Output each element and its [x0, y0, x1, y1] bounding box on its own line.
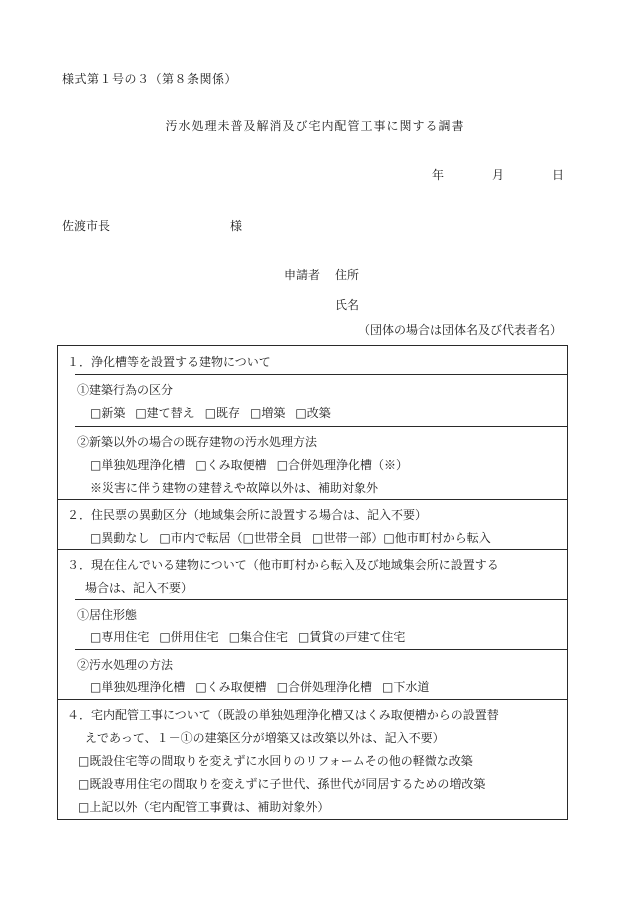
- checkbox-existing[interactable]: □既存: [204, 406, 241, 420]
- checkbox-mixed-use-house[interactable]: □併用住宅: [159, 630, 219, 644]
- residence-type-options: [90, 628, 405, 645]
- divider: [58, 699, 567, 700]
- section-1-note: ※災害に伴う建物の建替えや故障以外は、補助対象外: [90, 481, 379, 495]
- applicant-address-label: 住所: [335, 268, 360, 282]
- checkbox-dedicated-house[interactable]: □専用住宅: [90, 630, 150, 644]
- checkbox-no-move[interactable]: □異動なし: [90, 531, 150, 545]
- checkbox-combined-septic[interactable]: □合併処理浄化槽（※）: [276, 458, 409, 472]
- addressee-suffix: 様: [230, 219, 243, 233]
- checkbox-new-build[interactable]: □新築: [90, 406, 126, 420]
- form-code: 様式第１号の３（第８条関係）: [62, 72, 238, 86]
- date-year-label: 年: [431, 168, 444, 182]
- checkbox-sewer[interactable]: □下水道: [382, 680, 430, 694]
- date-month-label: 月: [491, 168, 504, 182]
- checkbox-moved-within-city-all[interactable]: □市内で転居（□世帯全員: [159, 531, 303, 545]
- addressee-name: 佐渡市長: [62, 219, 111, 233]
- date-day-label: 日: [551, 168, 564, 182]
- divider: [58, 549, 567, 550]
- checkbox-single-septic[interactable]: □単独処理浄化槽: [90, 458, 186, 472]
- checkbox-rental-house[interactable]: □賃貸の戸建て住宅: [298, 630, 406, 644]
- section-3-sub2-heading: ②汚水処理の方法: [77, 658, 174, 672]
- divider: [75, 599, 567, 600]
- document-title: 汚水処理未普及解消及び宅内配管工事に関する調書: [165, 119, 465, 133]
- section-3-heading-line1: ３．現在住んでいる建物について（他市町村から転入及び地域集会所に設置する: [67, 558, 499, 572]
- checkbox-other[interactable]: □上記以外（宅内配管工事費は、補助対象外）: [78, 800, 330, 814]
- checkbox-pit-toilet[interactable]: □くみ取便槽: [195, 458, 267, 472]
- checkbox-combined-septic[interactable]: □合併処理浄化槽: [276, 680, 373, 694]
- checkbox-moved-from-other-city[interactable]: □他市町村から転入: [383, 531, 491, 545]
- divider: [75, 649, 567, 650]
- section-4-heading-line2: えであって、１－①の建築区分が増築又は改築以外は、記入不要）: [85, 731, 445, 745]
- applicant-group-note: （団体の場合は団体名及び代表者名）: [357, 323, 562, 337]
- addressee: [62, 217, 242, 234]
- survey-table: [57, 345, 568, 820]
- divider: [58, 499, 567, 500]
- applicant-name-label: 氏名: [335, 298, 360, 312]
- date-line: [432, 166, 564, 183]
- section-1-heading: １．浄化槽等を設置する建物について: [67, 355, 271, 369]
- divider: [75, 426, 567, 427]
- section-3-heading-line2: 場合は、記入不要）: [85, 581, 194, 595]
- checkbox-multigen-extension[interactable]: □既設専用住宅の間取りを変えずに子世代、孫世代が同居するための増改築: [78, 777, 486, 791]
- section-4-heading-line1: ４．宅内配管工事について（既設の単独処理浄化槽又はくみ取便槽からの設置替: [67, 708, 499, 722]
- checkbox-pit-toilet[interactable]: □くみ取便槽: [195, 680, 267, 694]
- section-3-sub1-heading: ①居住形態: [77, 608, 138, 622]
- checkbox-renovation[interactable]: □改築: [295, 406, 331, 420]
- checkbox-minor-reform[interactable]: □既設住宅等の間取りを変えずに水回りのリフォームその他の軽微な改築: [78, 754, 473, 768]
- checkbox-household-part[interactable]: □世帯一部）: [312, 531, 384, 545]
- resident-move-options: [90, 529, 491, 546]
- checkbox-rebuild[interactable]: □建て替え: [135, 406, 195, 420]
- checkbox-extension[interactable]: □増築: [250, 406, 286, 420]
- building-action-options: [90, 404, 331, 421]
- applicant-label: 申請者: [284, 268, 321, 282]
- section-1-sub1-heading: ①建築行為の区分: [77, 383, 174, 397]
- checkbox-single-septic[interactable]: □単独処理浄化槽: [90, 680, 186, 694]
- existing-treatment-options: [90, 456, 408, 473]
- current-treatment-options: [90, 678, 429, 695]
- checkbox-collective-housing[interactable]: □集合住宅: [228, 630, 289, 644]
- section-1-sub2-heading: ②新築以外の場合の既存建物の汚水処理方法: [77, 435, 318, 449]
- section-2-heading: ２．住民票の異動区分（地域集会所に設置する場合は、記入不要）: [67, 508, 428, 522]
- divider: [75, 374, 567, 375]
